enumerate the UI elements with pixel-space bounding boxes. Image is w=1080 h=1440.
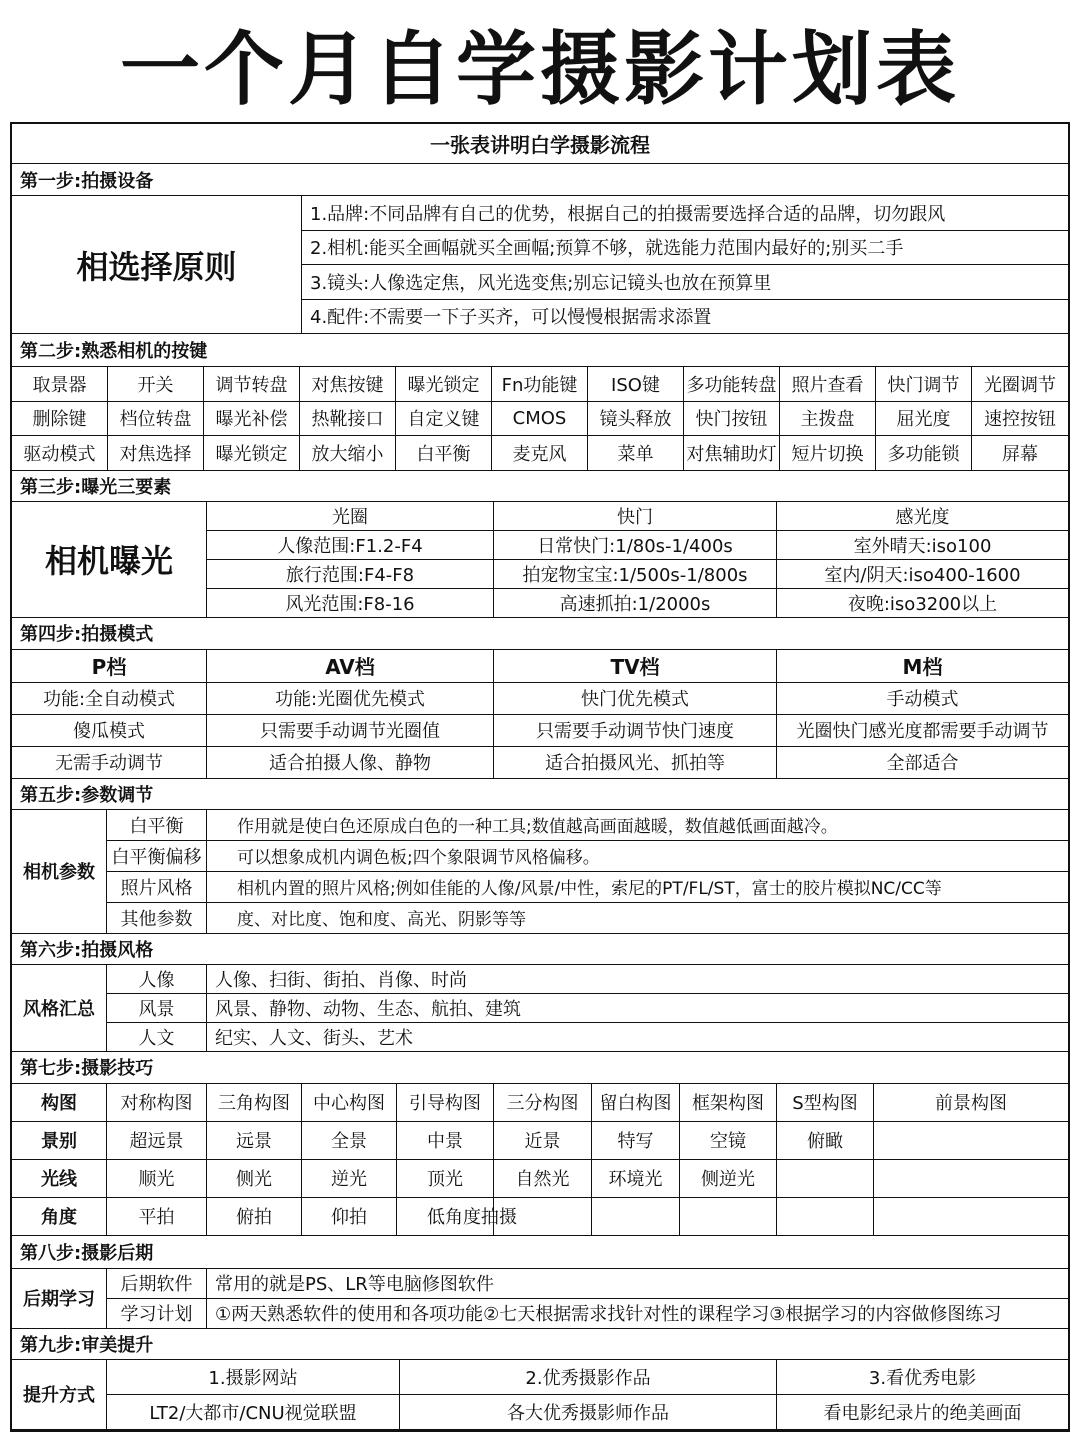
mode-header: M档 xyxy=(777,650,1068,683)
step5-header: 第五步:参数调节 xyxy=(12,779,1068,810)
technique-item xyxy=(874,1122,1068,1160)
step7-header: 第七步:摄影技巧 xyxy=(12,1052,1068,1084)
button-name-cell: 曝光补偿 xyxy=(204,402,300,437)
technique-item: 全景 xyxy=(302,1122,397,1160)
step1-item: 4.配件:不需要一下子买齐，可以慢慢根据需求添置 xyxy=(302,300,1068,335)
technique-item: 侧逆光 xyxy=(680,1160,777,1198)
technique-item: 俯瞰 xyxy=(777,1122,874,1160)
parameter-name: 其他参数 xyxy=(107,903,207,934)
mode-cell: 功能:光圈优先模式 xyxy=(207,683,494,715)
aesthetic-value: 各大优秀摄影师作品 xyxy=(400,1395,777,1430)
button-name-cell: 速控按钮 xyxy=(972,402,1068,437)
style-name: 人像 xyxy=(107,965,207,994)
post-name: 学习计划 xyxy=(107,1299,207,1329)
button-name-cell: 光圈调节 xyxy=(972,367,1068,402)
mode-cell: 适合拍摄风光、抓拍等 xyxy=(494,747,777,779)
technique-item: 三分构图 xyxy=(494,1084,592,1122)
mode-cell: 只需要手动调节光圈值 xyxy=(207,715,494,747)
technique-item: 近景 xyxy=(494,1122,592,1160)
step1-header: 第一步:拍摄设备 xyxy=(12,164,1068,196)
step4-header: 第四步:拍摄模式 xyxy=(12,618,1068,650)
style-name: 人文 xyxy=(107,1023,207,1052)
exposure-cell: 室外晴天:iso100 xyxy=(777,531,1068,560)
button-name-cell: 快门调节 xyxy=(876,367,972,402)
button-name-cell: 屏幕 xyxy=(972,436,1068,471)
technique-item: 引导构图 xyxy=(397,1084,494,1122)
aesthetic-value: LT2/大都市/CNU视觉联盟 xyxy=(107,1395,400,1430)
technique-item: S型构图 xyxy=(777,1084,874,1122)
technique-item: 顶光 xyxy=(397,1160,494,1198)
button-name-cell: 曝光锁定 xyxy=(396,367,492,402)
style-name: 风景 xyxy=(107,994,207,1023)
button-name-cell: 短片切换 xyxy=(780,436,876,471)
button-name-cell: 白平衡 xyxy=(396,436,492,471)
step8-header: 第八步:摄影后期 xyxy=(12,1236,1068,1269)
style-desc: 风景、静物、动物、生态、航拍、建筑 xyxy=(207,994,1068,1023)
button-name-cell: 驱动模式 xyxy=(12,436,108,471)
aesthetic-method: 1.摄影网站 xyxy=(107,1360,400,1395)
button-name-cell: 镜头释放 xyxy=(588,402,684,437)
technique-item xyxy=(777,1160,874,1198)
mode-cell: 快门优先模式 xyxy=(494,683,777,715)
aesthetic-method: 3.看优秀电影 xyxy=(777,1360,1068,1395)
button-name-cell: 对焦按键 xyxy=(300,367,396,402)
technique-item: 俯拍 xyxy=(207,1198,302,1236)
parameter-desc: 可以想象成机内调色板;四个象限调节风格偏移。 xyxy=(207,841,1068,872)
mode-cell: 无需手动调节 xyxy=(12,747,207,779)
exposure-cell: 夜晚:iso3200以上 xyxy=(777,589,1068,618)
technique-item: 低角度拍摄 xyxy=(397,1198,494,1236)
technique-item: 自然光 xyxy=(494,1160,592,1198)
exposure-column-header: 光圈 xyxy=(207,502,494,531)
exposure-cell: 旅行范围:F4-F8 xyxy=(207,560,494,589)
page-title: 一个月自学摄影计划表 xyxy=(120,23,960,116)
technique-item: 仰拍 xyxy=(302,1198,397,1236)
technique-item: 平拍 xyxy=(107,1198,207,1236)
parameter-desc: 度、对比度、饱和度、高光、阴影等等 xyxy=(207,903,1068,934)
button-name-cell: 屈光度 xyxy=(876,402,972,437)
button-name-cell: 档位转盘 xyxy=(108,402,204,437)
button-name-cell: Fn功能键 xyxy=(492,367,588,402)
technique-item xyxy=(874,1160,1068,1198)
exposure-cell: 拍宠物宝宝:1/500s-1/800s xyxy=(494,560,777,589)
table-subtitle: 一张表讲明白学摄影流程 xyxy=(12,124,1068,164)
technique-category: 角度 xyxy=(12,1198,107,1236)
technique-item: 三角构图 xyxy=(207,1084,302,1122)
parameter-name: 白平衡偏移 xyxy=(107,841,207,872)
technique-item: 中心构图 xyxy=(302,1084,397,1122)
mode-cell: 功能:全自动模式 xyxy=(12,683,207,715)
step1-item: 3.镜头:人像选定焦，风光选变焦;别忘记镜头也放在预算里 xyxy=(302,265,1068,300)
button-name-cell: 照片查看 xyxy=(780,367,876,402)
mode-cell: 适合拍摄人像、静物 xyxy=(207,747,494,779)
step5-label: 相机参数 xyxy=(12,810,107,934)
step6-header: 第六步:拍摄风格 xyxy=(12,934,1068,965)
technique-item: 超远景 xyxy=(107,1122,207,1160)
step8-label: 后期学习 xyxy=(12,1269,107,1329)
technique-item xyxy=(680,1198,777,1236)
button-name-cell: 主拨盘 xyxy=(780,402,876,437)
post-desc: ①两天熟悉软件的使用和各项功能②七天根据需求找针对性的课程学习③根据学习的内容做修图练习 xyxy=(207,1299,1068,1329)
style-desc: 纪实、人文、街头、艺术 xyxy=(207,1023,1068,1052)
button-name-cell: 曝光锁定 xyxy=(204,436,300,471)
step1-item: 2.相机:能买全画幅就买全画幅;预算不够，就选能力范围内最好的;别买二手 xyxy=(302,231,1068,266)
button-name-cell: 麦克风 xyxy=(492,436,588,471)
button-name-cell: 对焦选择 xyxy=(108,436,204,471)
exposure-column-header: 快门 xyxy=(494,502,777,531)
button-name-cell: ISO键 xyxy=(588,367,684,402)
parameter-name: 照片风格 xyxy=(107,872,207,903)
step9-header: 第九步:审美提升 xyxy=(12,1329,1068,1360)
mode-cell: 只需要手动调节快门速度 xyxy=(494,715,777,747)
technique-item: 顺光 xyxy=(107,1160,207,1198)
exposure-cell: 日常快门:1/80s-1/400s xyxy=(494,531,777,560)
exposure-column-header: 感光度 xyxy=(777,502,1068,531)
technique-item: 侧光 xyxy=(207,1160,302,1198)
button-name-cell: 删除键 xyxy=(12,402,108,437)
technique-item: 框架构图 xyxy=(680,1084,777,1122)
mode-cell: 全部适合 xyxy=(777,747,1068,779)
exposure-cell: 风光范围:F8-16 xyxy=(207,589,494,618)
mode-header: AV档 xyxy=(207,650,494,683)
button-name-cell: 多功能锁 xyxy=(876,436,972,471)
step2-header: 第二步:熟悉相机的按键 xyxy=(12,334,1068,367)
style-desc: 人像、扫街、街拍、肖像、时尚 xyxy=(207,965,1068,994)
technique-item: 前景构图 xyxy=(874,1084,1068,1122)
exposure-cell: 室内/阴天:iso400-1600 xyxy=(777,560,1068,589)
button-name-cell: 开关 xyxy=(108,367,204,402)
button-name-cell: CMOS xyxy=(492,402,588,437)
button-name-cell: 取景器 xyxy=(12,367,108,402)
step3-header: 第三步:曝光三要素 xyxy=(12,471,1068,502)
technique-category: 构图 xyxy=(12,1084,107,1122)
plan-table xyxy=(10,122,1070,1432)
button-name-cell: 放大缩小 xyxy=(300,436,396,471)
button-name-cell: 快门按钮 xyxy=(684,402,780,437)
parameter-desc: 作用就是使白色还原成白色的一种工具;数值越高画面越暖，数值越低画面越冷。 xyxy=(207,810,1068,841)
mode-cell: 傻瓜模式 xyxy=(12,715,207,747)
step1-label: 相选择原则 xyxy=(12,196,302,334)
button-name-cell: 热靴接口 xyxy=(300,402,396,437)
step1-item: 1.品牌:不同品牌有自己的优势，根据自己的拍摄需要选择合适的品牌，切勿跟风 xyxy=(302,196,1068,231)
mode-cell: 手动模式 xyxy=(777,683,1068,715)
technique-category: 景别 xyxy=(12,1122,107,1160)
technique-item xyxy=(494,1198,592,1236)
technique-item xyxy=(777,1198,874,1236)
technique-category: 光线 xyxy=(12,1160,107,1198)
button-name-cell: 菜单 xyxy=(588,436,684,471)
mode-header: P档 xyxy=(12,650,207,683)
button-name-cell: 调节转盘 xyxy=(204,367,300,402)
technique-item: 环境光 xyxy=(592,1160,680,1198)
mode-header: TV档 xyxy=(494,650,777,683)
technique-item: 空镜 xyxy=(680,1122,777,1160)
parameter-name: 白平衡 xyxy=(107,810,207,841)
step9-label: 提升方式 xyxy=(12,1360,107,1431)
exposure-cell: 高速抓拍:1/2000s xyxy=(494,589,777,618)
technique-item: 远景 xyxy=(207,1122,302,1160)
post-name: 后期软件 xyxy=(107,1269,207,1299)
technique-item xyxy=(592,1198,680,1236)
aesthetic-method: 2.优秀摄影作品 xyxy=(400,1360,777,1395)
post-desc: 常用的就是PS、LR等电脑修图软件 xyxy=(207,1269,1068,1299)
technique-item: 留白构图 xyxy=(592,1084,680,1122)
aesthetic-value: 看电影纪录片的绝美画面 xyxy=(777,1395,1068,1430)
step3-label: 相机曝光 xyxy=(12,502,207,618)
technique-item xyxy=(874,1198,1068,1236)
technique-item: 逆光 xyxy=(302,1160,397,1198)
technique-item: 中景 xyxy=(397,1122,494,1160)
mode-cell: 光圈快门感光度都需要手动调节 xyxy=(777,715,1068,747)
exposure-cell: 人像范围:F1.2-F4 xyxy=(207,531,494,560)
parameter-desc: 相机内置的照片风格;例如佳能的人像/风景/中性，索尼的PT/FL/ST，富士的胶片模拟NC/CC等 xyxy=(207,872,1068,903)
technique-item: 对称构图 xyxy=(107,1084,207,1122)
button-name-cell: 多功能转盘 xyxy=(684,367,780,402)
step6-label: 风格汇总 xyxy=(12,965,107,1052)
technique-item: 特写 xyxy=(592,1122,680,1160)
button-name-cell: 对焦辅助灯 xyxy=(684,436,780,471)
button-name-cell: 自定义键 xyxy=(396,402,492,437)
